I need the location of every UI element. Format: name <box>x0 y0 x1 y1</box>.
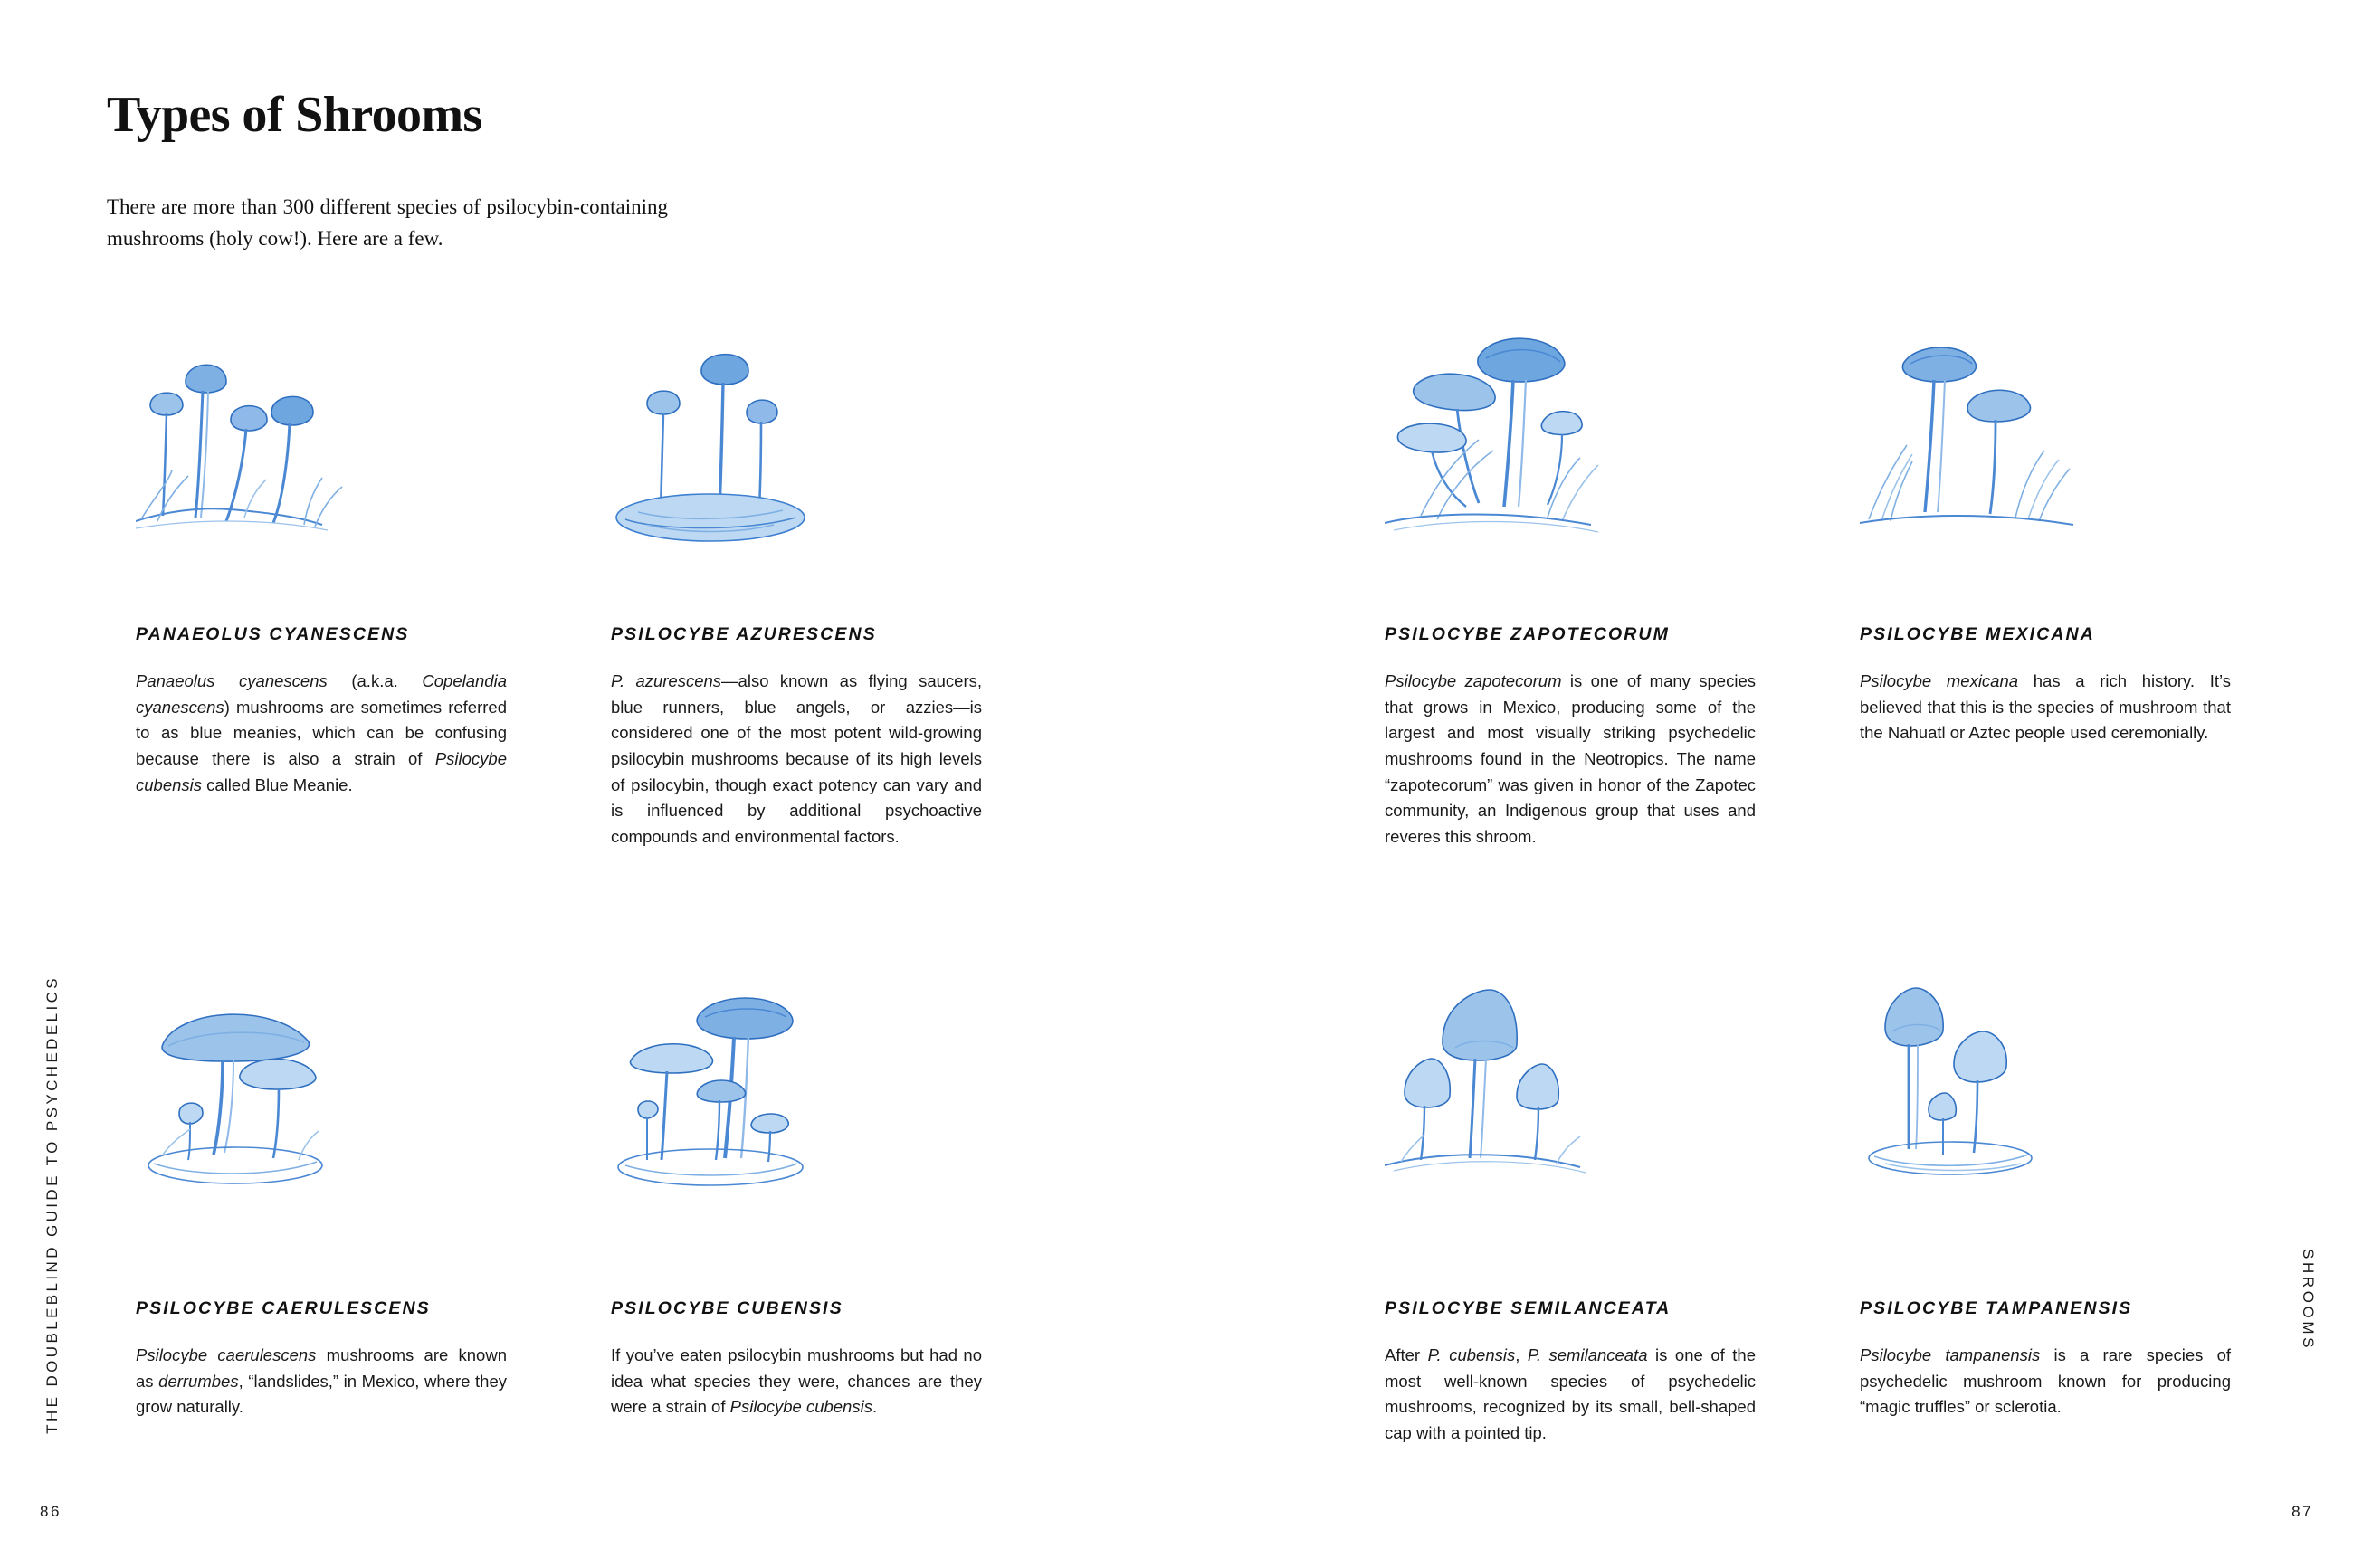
entry-title: PSILOCYBE CUBENSIS <box>611 1298 843 1318</box>
entry-title: PSILOCYBE ZAPOTECORUM <box>1385 624 1670 644</box>
entry-psilocybe-tampanensis <box>1860 977 2231 1421</box>
mushroom-cluster-tall-thin-illustration <box>136 326 507 624</box>
entry-psilocybe-semilanceata <box>1385 977 1756 1447</box>
intro-paragraph: There are more than 300 different species of psilocybin-containing mushrooms (holy cow!). Here are a few. <box>107 195 668 250</box>
entry-body: Psilocybe mexicana has a rich history. It’s believed that this is the species of mushroom that the Nahuatl or Aztec people used ceremonially. <box>1860 671 2231 743</box>
entry-body: Psilocybe caerulescens mushrooms are known as derrumbes, “landslides,” in Mexico, where they grow naturally. <box>136 1345 507 1417</box>
entry-body: Panaeolus cyanescens (a.k.a. Copelandia cyanescens) mushrooms are sometimes referred to as blue meanies, which can be confusing because there is also a strain of Psilocybe cubensis called Blue Meanie. <box>136 671 507 794</box>
entry-psilocybe-azurescens <box>611 326 982 851</box>
entry-title: PSILOCYBE TAMPANENSIS <box>1860 1298 2133 1318</box>
entry-psilocybe-caerulescens <box>136 977 507 1421</box>
page-left <box>0 0 1176 1568</box>
mushroom-conical-trio-illustration <box>1385 977 1756 1298</box>
entry-title: PSILOCYBE SEMILANCEATA <box>1385 1298 1672 1318</box>
mushroom-cluster-broad-caps-illustration <box>1385 326 1756 624</box>
entry-title: PSILOCYBE CAERULESCENS <box>136 1298 431 1318</box>
entry-title: PANAEOLUS CYANESCENS <box>136 624 410 644</box>
page-title: Types of Shrooms <box>107 87 482 143</box>
entry-psilocybe-zapotecorum <box>1385 326 1756 851</box>
entry-panaeolus-cyanescens <box>136 326 507 798</box>
mushroom-pair-with-grass-illustration <box>1860 326 2231 624</box>
mushroom-wide-cap-cluster-illustration <box>136 977 507 1298</box>
running-head-left: THE DOUBLEBLIND GUIDE TO PSYCHEDELICS <box>43 975 61 1434</box>
entry-body: Psilocybe zapotecorum is one of many species that grows in Mexico, producing some of the largest and most visually striking psychedelic mushrooms found in the Neotropics. The name “zapotecorum” was given in honor of the Zapotec community, an Indigenous group that uses and reveres this shroom. <box>1385 671 1756 847</box>
entry-psilocybe-cubensis <box>611 977 982 1421</box>
entry-title: PSILOCYBE MEXICANA <box>1860 624 2095 644</box>
entry-body: Psilocybe tampanensis is a rare species of psychedelic mushroom known for producing “magic truffles” or sclerotia. <box>1860 1345 2231 1417</box>
mushroom-cluster-on-wood-illustration <box>611 326 982 624</box>
mushroom-thick-stem-cluster-illustration <box>611 977 982 1298</box>
entry-psilocybe-mexicana <box>1860 326 2231 746</box>
entry-body: After P. cubensis, P. semilanceata is one of the most well-known species of psychedelic mushrooms, recognized by its small, bell-shaped cap with a pointed tip. <box>1385 1345 1756 1443</box>
page-number-right: 87 <box>2291 1503 2313 1520</box>
entry-title: PSILOCYBE AZURESCENS <box>611 624 877 644</box>
mushroom-bell-pair-on-ground-illustration <box>1860 977 2231 1298</box>
page-right <box>1176 0 2353 1568</box>
entry-body: P. azurescens—also known as flying saucers, blue runners, blue angels, or azzies—is considered one of the most potent wild-growing psilocybin mushrooms because of its high levels of psilocybin, though exact potency can vary and is influenced by additional psychoactive compounds and environmental factors. <box>611 671 982 847</box>
running-head-right: SHROOMS <box>2300 1249 2317 1352</box>
entry-body: If you’ve eaten psilocybin mushrooms but had no idea what species they were, chances are they were a strain of Psilocybe cubensis. <box>611 1345 982 1417</box>
page-number-left: 86 <box>40 1503 62 1520</box>
